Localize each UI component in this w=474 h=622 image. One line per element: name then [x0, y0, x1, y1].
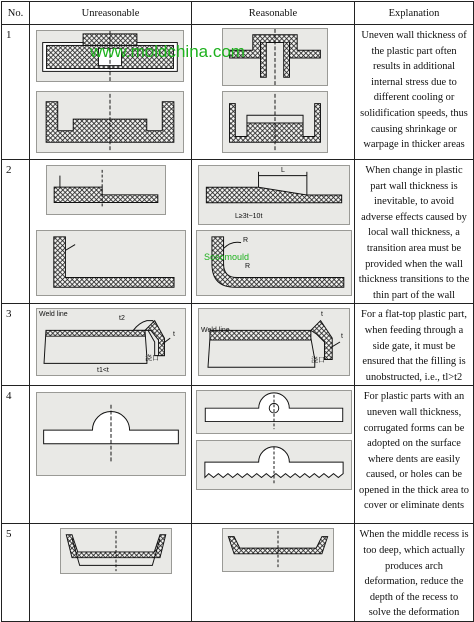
weld-line-label: Weld line: [201, 327, 230, 335]
radius-label: R: [245, 263, 251, 270]
explanation-cell: When change in plastic part wall thickness is inevitable, to avoid adverse effects caused by local wall thickness, a transition area must be provided when the wall thickness transitions to the thin part of the wall: [355, 160, 474, 304]
gate-label: 浇口: [145, 355, 159, 363]
tapered-transition-figure: [198, 165, 350, 225]
abrupt-step-figure: [46, 165, 166, 215]
table-row: [2, 524, 474, 622]
side-gate-thin-top-figure: [36, 308, 186, 376]
radius-label: R: [243, 237, 249, 244]
unreasonable-cell: [30, 160, 192, 304]
table-row: [2, 386, 474, 524]
unreasonable-cell: [30, 386, 192, 524]
gate-label: 浇口: [311, 357, 325, 365]
thick-rib-figure: [36, 392, 186, 476]
corrugated-surface-figure: [196, 440, 352, 490]
row-number: 5: [2, 524, 30, 622]
cored-hole-figure: [196, 390, 352, 434]
row-number: 1: [2, 25, 30, 160]
deep-recess-figure: [60, 528, 172, 574]
uniform-recess-figure: [222, 91, 328, 153]
length-label: L: [281, 167, 285, 174]
row-number: 2: [2, 160, 30, 304]
row-number: 4: [2, 386, 30, 524]
side-gate-thick-top-figure: [198, 308, 350, 376]
thickness-t-label: t: [321, 311, 323, 319]
reasonable-cell: [192, 524, 355, 622]
thick-recess-figure: [36, 91, 184, 153]
explanation-cell: When the middle recess is too deep, which actually produces arch deformation, reduce the depth of the recess to solve the deformation: [355, 524, 474, 622]
thickness-t-label: t: [341, 333, 343, 341]
length-formula-label: L≥3t~10t: [235, 213, 263, 220]
header-row: [2, 2, 474, 25]
header-explanation: Explanation: [355, 2, 474, 25]
reasonable-cell: [192, 386, 355, 524]
watermark-small: Sosomould: [204, 252, 250, 262]
rounded-corner-figure: [196, 230, 352, 296]
condition-label: t1<t: [97, 367, 109, 375]
weld-line-label: Weld line: [39, 311, 68, 319]
design-comparison-table: [1, 1, 474, 622]
header-reasonable: Reasonable: [192, 2, 355, 25]
reasonable-cell: [192, 160, 355, 304]
thickness-t-label: t: [173, 331, 175, 339]
table-row: [2, 160, 474, 304]
table-row: [2, 304, 474, 386]
explanation-cell: For plastic parts with an uneven wall thickness, corrugated forms can be adopted on the surface where dents are easily caused, or holes can be opened in the thick area to cover or eliminate dents: [355, 386, 474, 524]
explanation-cell: Uneven wall thickness of the plastic part often results in additional internal stress due to different cooling or solidification speeds, thus causing shrinkage or warpage in thicker areas: [355, 25, 474, 160]
watermark-main: www.moldchina.com: [90, 42, 245, 61]
reasonable-cell: [192, 304, 355, 386]
row-number: 3: [2, 304, 30, 386]
explanation-cell: For a flat-top plastic part, when feeding through a side gate, it must be ensured that the filling is unobstructed, i.e., tl>t2: [355, 304, 474, 386]
unreasonable-cell: [30, 524, 192, 622]
header-unreasonable: Unreasonable: [30, 2, 192, 25]
shallow-recess-figure: [222, 528, 334, 572]
unreasonable-cell: [30, 304, 192, 386]
sharp-corner-figure: [36, 230, 186, 296]
thickness-t2-label: t2: [119, 315, 125, 323]
header-no: No.: [2, 2, 30, 25]
